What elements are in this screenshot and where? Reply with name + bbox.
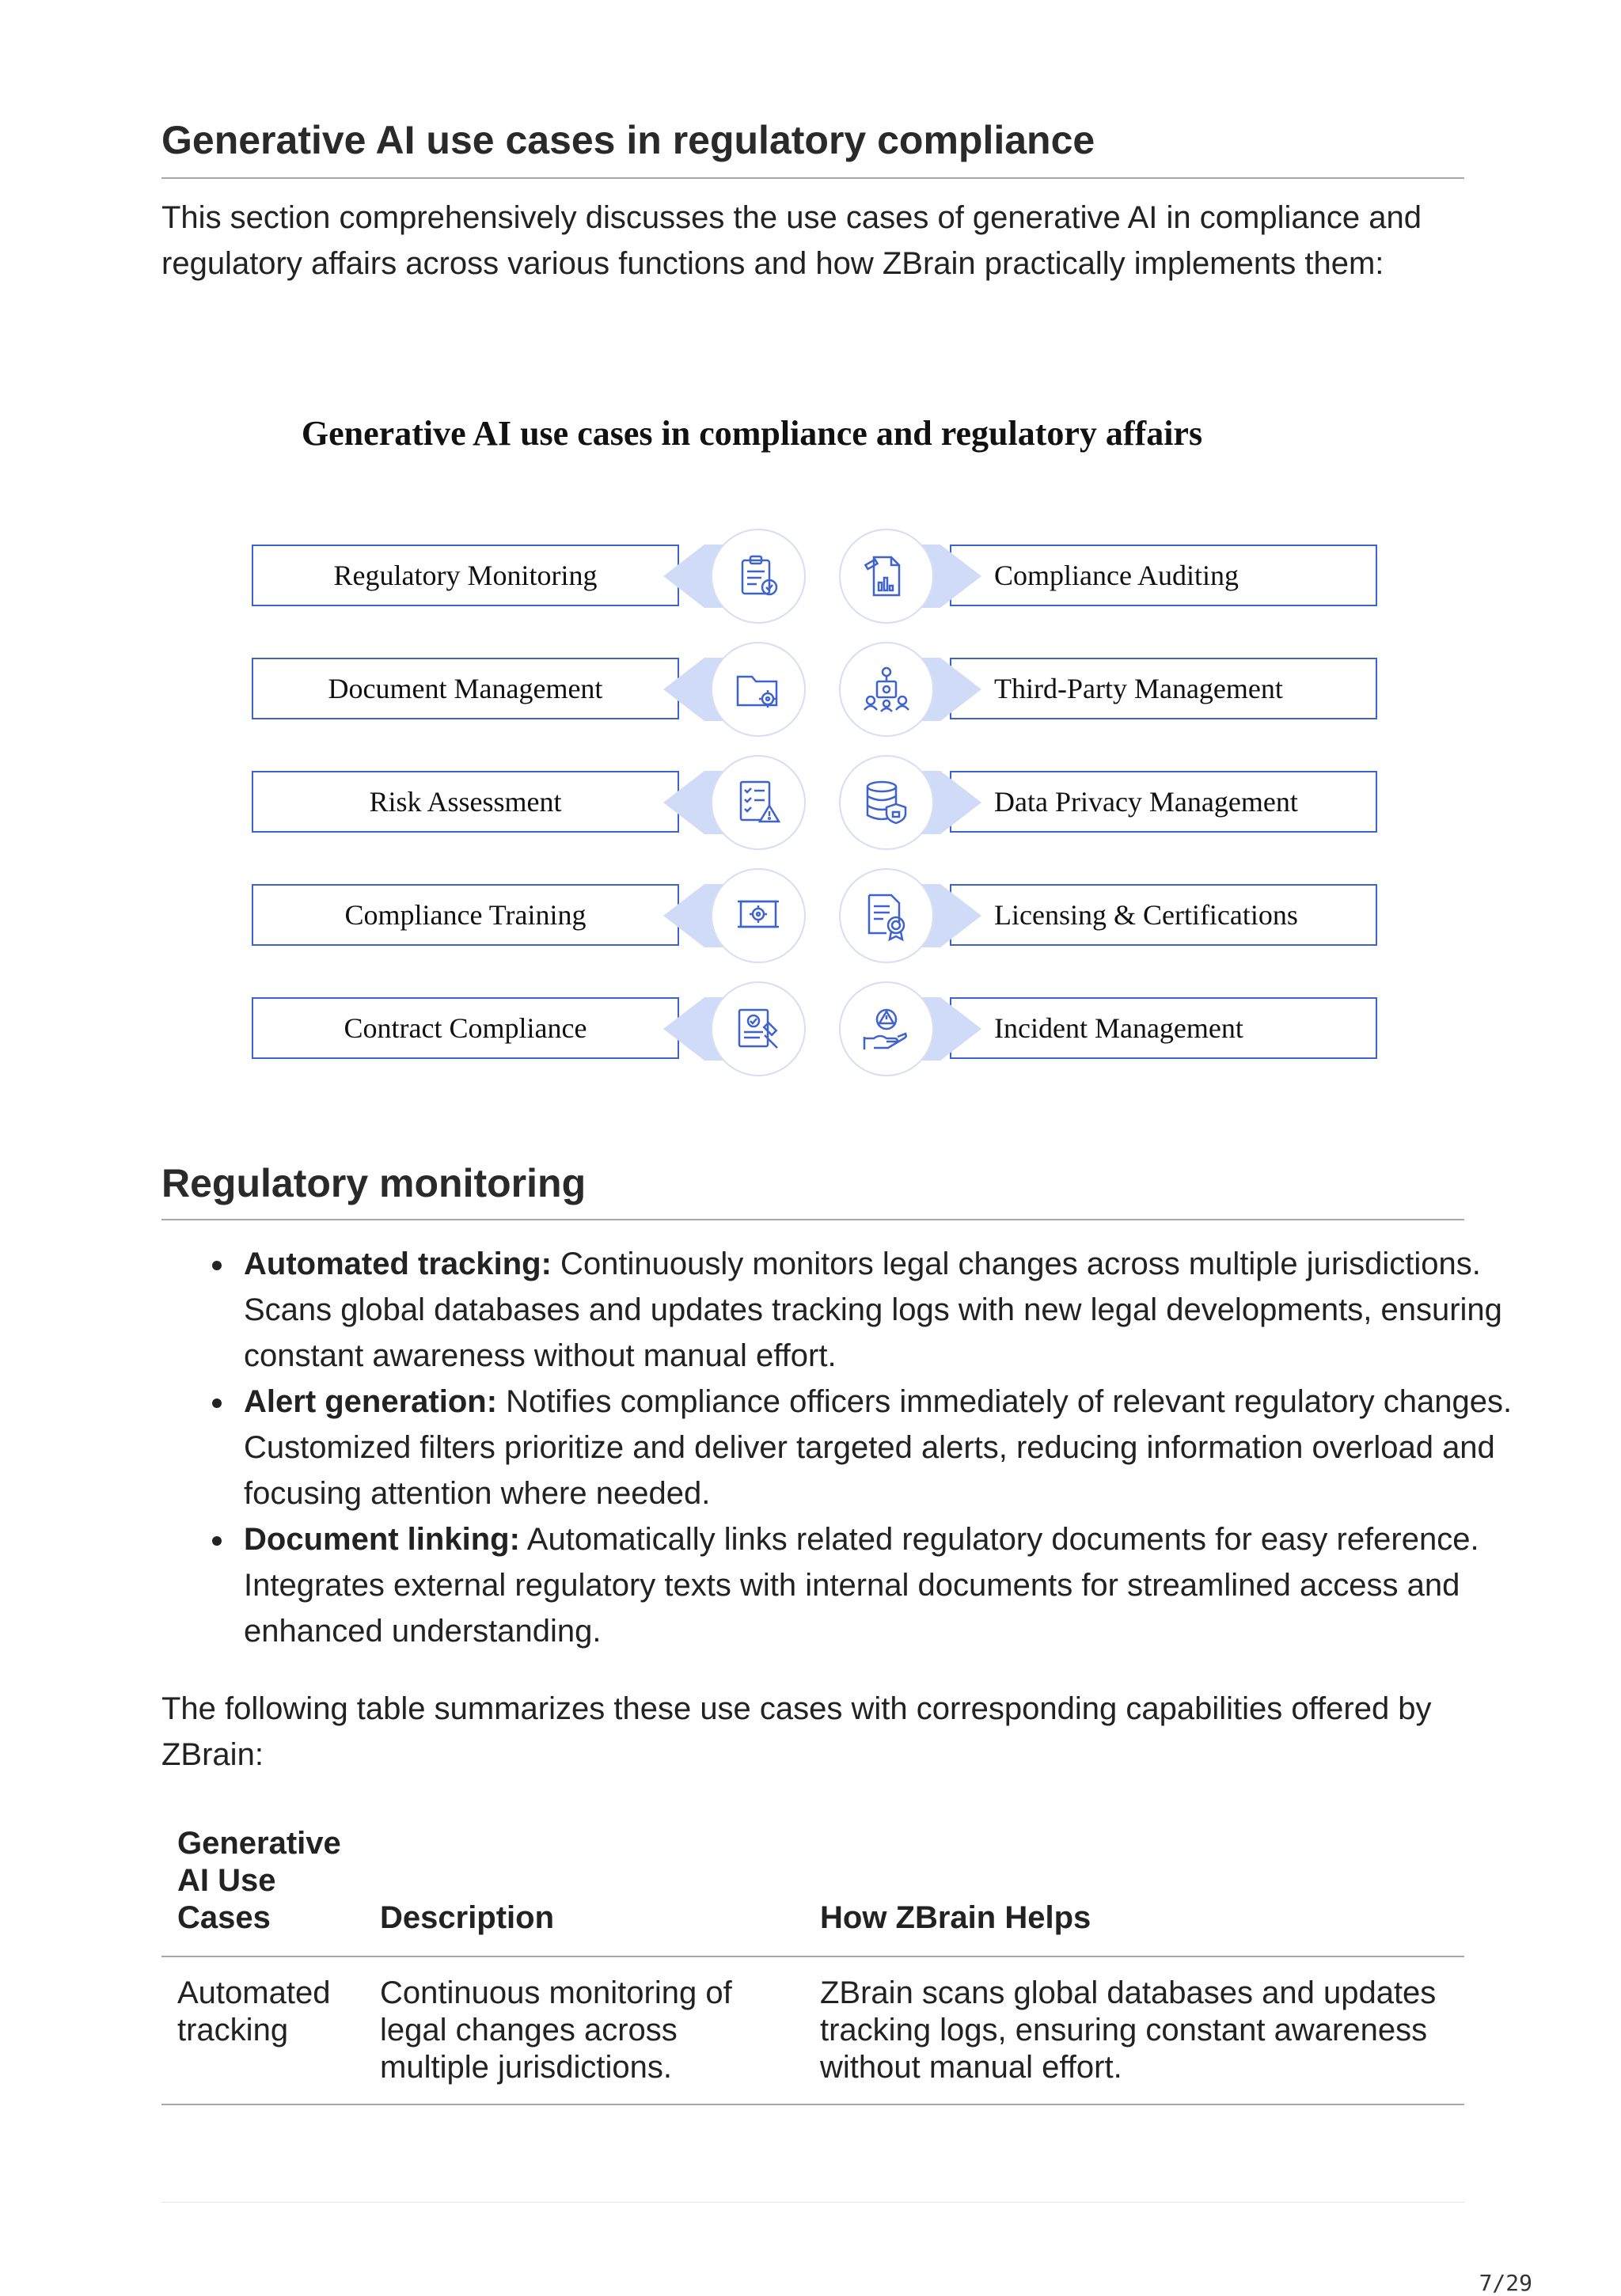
intro-paragraph: This section comprehensively discusses the use cases of generative AI in compliance and regulatory affairs across various functions and how ZBrain practically implements them:	[161, 200, 1422, 281]
infographic-item-document-management	[252, 658, 806, 721]
bullet-text: Continuously monitors legal changes across multiple jurisdictions. Scans global databases and updates tracking logs with new legal developments, ensuring constant awareness without manual effort.	[244, 1247, 1502, 1373]
bullet-term: Document linking:	[244, 1522, 520, 1557]
table-header-use-cases: Generative AI Use Cases	[161, 1825, 364, 1956]
infographic-item-licensing-certifications	[839, 884, 1393, 947]
use-cases-table	[161, 1825, 1464, 2105]
network-people-icon	[839, 642, 934, 737]
item-label: Compliance Auditing	[994, 560, 1239, 591]
presentation-gear-icon	[711, 868, 806, 963]
item-label: Licensing & Certifications	[994, 899, 1298, 931]
database-lock-icon	[839, 755, 934, 850]
bullet-item	[244, 1379, 1547, 1516]
table-cell-how-zbrain-helps: ZBrain scans global databases and updates tracking logs, ensuring constant awareness without manual effort.	[804, 1956, 1464, 2104]
item-label: Contract Compliance	[344, 1012, 587, 1044]
heading-divider	[161, 1219, 1464, 1220]
bullet-text: Automatically links related regulatory documents for easy reference. Integrates external regulatory texts with internal documents for streamlined access and enhanced understanding.	[244, 1522, 1479, 1649]
item-label: Data Privacy Management	[994, 786, 1298, 818]
infographic-title: Generative AI use cases in compliance and regulatory affairs	[301, 414, 1203, 453]
certificate-icon	[839, 868, 934, 963]
section-heading-regulatory-monitoring: Regulatory monitoring	[161, 1161, 587, 1205]
infographic-item-risk-assessment	[252, 771, 806, 834]
item-label: Compliance Training	[344, 899, 587, 931]
bullet-text: Notifies compliance officers immediately of relevant regulatory changes. Customized filters prioritize and deliver targeted alerts, reducing information overload and focusing attention where needed.	[244, 1384, 1513, 1511]
item-label: Third-Party Management	[994, 673, 1283, 704]
infographic-item-contract-compliance	[252, 997, 806, 1061]
infographic-item-third-party-management	[839, 658, 1393, 721]
regulatory-monitoring-bullets	[161, 1241, 1547, 1654]
infographic-item-incident-management	[839, 997, 1393, 1061]
heading-divider	[161, 177, 1464, 179]
bullet-item	[244, 1516, 1547, 1654]
table-cell-use-case: Automated tracking	[161, 1956, 364, 2104]
footer-divider	[161, 2202, 1464, 2203]
item-label: Incident Management	[994, 1012, 1243, 1044]
infographic-item-compliance-auditing	[839, 545, 1393, 608]
table-intro-paragraph: The following table summarizes these use cases with corresponding capabilities offered by ZBrain:	[161, 1691, 1432, 1772]
infographic-item-data-privacy-management	[839, 771, 1393, 834]
clipboard-check-icon	[711, 529, 806, 624]
contract-gavel-icon	[711, 981, 806, 1076]
audit-report-icon	[839, 529, 934, 624]
item-label: Risk Assessment	[369, 786, 562, 818]
folder-gear-icon	[711, 642, 806, 737]
table-row	[161, 1956, 1464, 2104]
bullet-item	[244, 1241, 1547, 1379]
infographic-item-regulatory-monitoring	[252, 545, 806, 608]
bullet-term: Automated tracking:	[244, 1247, 552, 1281]
page-number: 7/29	[1479, 2270, 1532, 2296]
item-label: Document Management	[328, 673, 603, 704]
checklist-warning-icon	[711, 755, 806, 850]
table-header-how-zbrain-helps: How ZBrain Helps	[804, 1825, 1464, 1956]
bullet-term: Alert generation:	[244, 1384, 498, 1419]
hand-warning-icon	[839, 981, 934, 1076]
table-cell-description: Continuous monitoring of legal changes across multiple jurisdictions.	[364, 1956, 804, 2104]
use-cases-infographic	[237, 404, 1409, 1100]
table-header-row	[161, 1825, 1464, 1956]
item-label: Regulatory Monitoring	[333, 560, 598, 591]
table-header-description: Description	[364, 1825, 804, 1956]
section-heading-use-cases: Generative AI use cases in regulatory compliance	[161, 118, 1095, 162]
infographic-item-compliance-training	[252, 884, 806, 947]
